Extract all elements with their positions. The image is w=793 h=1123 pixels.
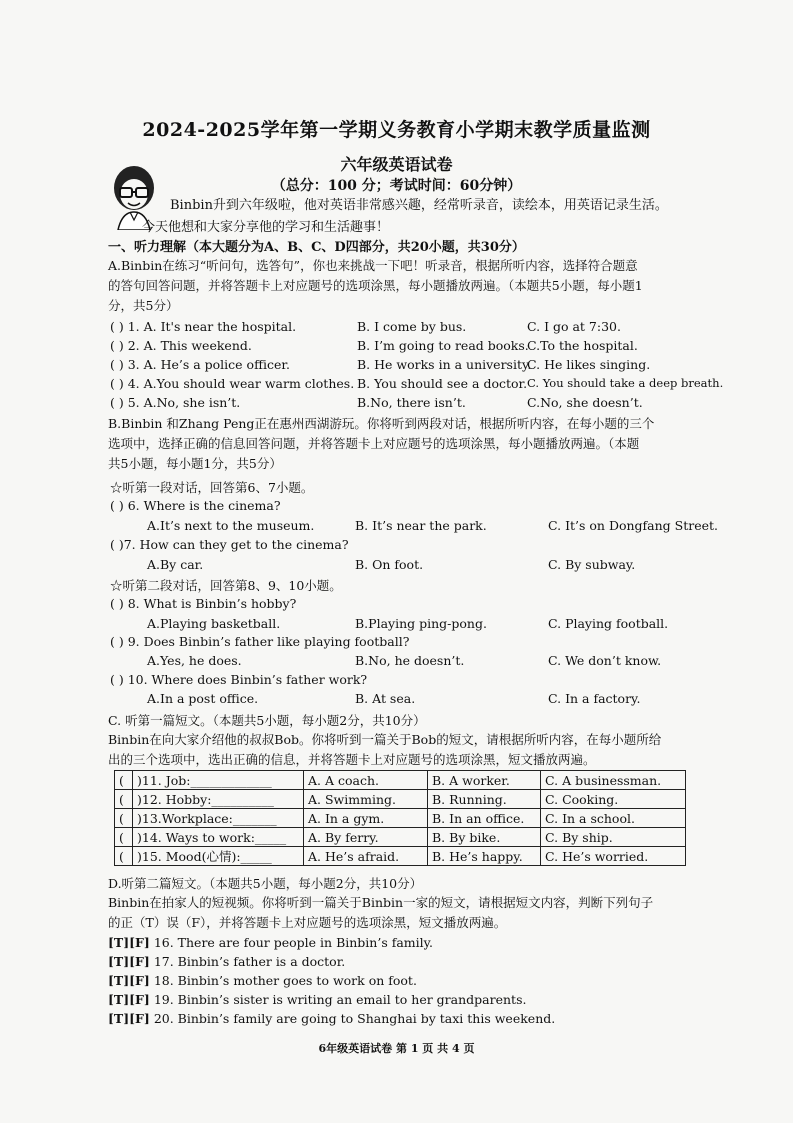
option-b: B. You should see a doctor. <box>357 376 528 391</box>
part-a-instructions <box>108 256 708 316</box>
option-a: A.In a post office. <box>147 691 259 706</box>
option-c: C. It’s on Dongfang Street. <box>548 518 718 533</box>
option-a: A.Playing basketball. <box>147 616 281 631</box>
tf-statement: 20. Binbin’s family are going to Shanghai by taxi this weekend. <box>149 1011 556 1026</box>
table-row <box>115 809 686 828</box>
part-c-table <box>114 770 686 866</box>
tf-item <box>108 992 526 1007</box>
option-c: C. A businessman. <box>541 771 686 790</box>
option-c: C. He likes singing. <box>527 357 651 372</box>
option-b: B. I come by bus. <box>357 319 467 334</box>
part-c-instructions <box>108 730 708 770</box>
answer-blank: ( <box>115 828 133 847</box>
table-row <box>115 847 686 866</box>
option-b: B.No, there isn’t. <box>357 395 466 410</box>
tf-marker: [T][F] <box>108 973 150 988</box>
question-cell: )11. Job:_____________ <box>133 771 304 790</box>
question-stem: ( )7. How can they get to the cinema? <box>110 537 349 552</box>
page-subtitle: 六年级英语试卷 <box>340 155 453 174</box>
option-c: C. We don’t know. <box>548 653 662 668</box>
tf-marker: [T][F] <box>108 935 150 950</box>
dialog-2-heading: ☆听第二段对话，回答第8、9、10小题。 <box>110 578 342 593</box>
exam-meta: （总分：100 分；考试时间：60分钟） <box>271 178 522 194</box>
option-c: C. In a school. <box>541 809 686 828</box>
question-cell: )12. Hobby:__________ <box>133 790 304 809</box>
option-c: C. I go at 7:30. <box>527 319 621 334</box>
intro-line-2: 今天他想和大家分享他的学习和生活趣事！ <box>142 220 390 235</box>
option-a: A. Swimming. <box>304 790 428 809</box>
page-footer: 6年级英语试卷 第 1 页 共 4 页 <box>318 1042 475 1055</box>
tf-item <box>108 1011 555 1026</box>
part-b-line: 共5小题，每小题1分，共5分） <box>108 456 282 471</box>
tf-item <box>108 954 345 969</box>
option-c: C. You should take a deep breath. <box>527 376 724 390</box>
tf-statement: 19. Binbin’s sister is writing an email to her grandparents. <box>149 992 527 1007</box>
part-b-line: 选项中，选择正确的信息回答问题，并将答题卡上对应题号的选项涂黑，每小题播放两遍。（本题 <box>108 436 640 451</box>
table-row <box>115 790 686 809</box>
tf-statement: 17. Binbin’s father is a doctor. <box>149 954 346 969</box>
answer-blank: ( <box>115 771 133 790</box>
option-a: A. He’s afraid. <box>304 847 428 866</box>
answer-blank: ( <box>115 809 133 828</box>
option-b: B. He works in a university. <box>357 357 532 372</box>
option-c: C. He’s worried. <box>541 847 686 866</box>
question-stem: ( ) 4. A.You should wear warm clothes. <box>110 376 355 391</box>
option-b: B. I’m going to read books. <box>357 338 529 353</box>
tf-marker: [T][F] <box>108 992 150 1007</box>
part-d-line: 的正（T）误（F），并将答题卡上对应题号的选项涂黑，短文播放两遍。 <box>108 915 507 930</box>
dialog-1-heading: ☆听第一段对话，回答第6、7小题。 <box>110 480 314 495</box>
option-c: C. By ship. <box>541 828 686 847</box>
option-a: A. A coach. <box>304 771 428 790</box>
part-d-heading: D.听第二篇短文。（本题共5小题，每小题2分，共10分） <box>108 876 423 891</box>
option-c: C. By subway. <box>548 557 636 572</box>
option-b: B. A worker. <box>428 771 541 790</box>
page-title: 2024-2025学年第一学期义务教育小学期末教学质量监测 <box>142 119 651 141</box>
option-b: B. He’s happy. <box>428 847 541 866</box>
table-row <box>115 771 686 790</box>
option-c: C. Cooking. <box>541 790 686 809</box>
tf-marker: [T][F] <box>108 954 150 969</box>
answer-blank: ( <box>115 847 133 866</box>
option-c: C.To the hospital. <box>527 338 638 353</box>
option-a: A.By car. <box>147 557 204 572</box>
option-a: A.Yes, he does. <box>147 653 242 668</box>
option-b: B. In an office. <box>428 809 541 828</box>
part-b-instructions <box>108 414 708 474</box>
part-c-heading: C. 听第一篇短文。（本题共5小题，每小题2分，共10分） <box>108 713 426 728</box>
question-stem: ( ) 1. A. It's near the hospital. <box>110 319 297 334</box>
answer-blank: ( <box>115 790 133 809</box>
option-b: B. By bike. <box>428 828 541 847</box>
part-d-instructions <box>108 893 708 933</box>
intro-line-1: Binbin升到六年级啦，他对英语非常感兴趣，经常听录音，读绘本，用英语记录生活。 <box>170 198 668 213</box>
question-stem: ( ) 3. A. He’s a police officer. <box>110 357 290 372</box>
question-cell: )14. Ways to work:_____ <box>133 828 304 847</box>
option-b: B. On foot. <box>355 557 424 572</box>
tf-marker: [T][F] <box>108 1011 150 1026</box>
option-a: A. In a gym. <box>304 809 428 828</box>
question-stem: ( ) 5. A.No, she isn’t. <box>110 395 241 410</box>
tf-item <box>108 973 417 988</box>
table-row <box>115 828 686 847</box>
option-b: B.Playing ping-pong. <box>355 616 487 631</box>
question-stem: ( ) 6. Where is the cinema? <box>110 498 281 513</box>
option-c: C. Playing football. <box>548 616 669 631</box>
option-b: B. It’s near the park. <box>355 518 487 533</box>
section-heading: 一、听力理解（本大题分为A、B、C、D四部分，共20小题，共30分） <box>108 240 525 255</box>
option-a: A.It’s next to the museum. <box>147 518 315 533</box>
tf-statement: 16. There are four people in Binbin’s family. <box>149 935 434 950</box>
option-a: A. By ferry. <box>304 828 428 847</box>
question-stem: ( ) 10. Where does Binbin’s father work? <box>110 672 368 687</box>
part-a-line: A.Binbin在练习“听问句，选答句”，你也来挑战一下吧！听录音，根据所听内容，选择符合题意 <box>108 258 638 273</box>
tf-statement: 18. Binbin’s mother goes to work on foot. <box>149 973 417 988</box>
part-b-line: B.Binbin 和Zhang Peng正在惠州西湖游玩。你将听到两段对话，根据所听内容，在每小题的三个 <box>108 416 655 431</box>
part-a-line: 的答句回答问题，并将答题卡上对应题号的选项涂黑，每小题播放两遍。（本题共5小题，每小题1 <box>108 278 643 293</box>
question-stem: ( ) 2. A. This weekend. <box>110 338 252 353</box>
option-b: B. At sea. <box>355 691 416 706</box>
option-c: C. In a factory. <box>548 691 641 706</box>
question-stem: ( ) 8. What is Binbin’s hobby? <box>110 596 297 611</box>
tf-item <box>108 935 433 950</box>
part-c-line: Binbin在向大家介绍他的叔叔Bob。你将听到一篇关于Bob的短文，请根据所听内容，在每小题所给 <box>108 732 662 747</box>
question-cell: )15. Mood(心情):_____ <box>133 847 304 866</box>
option-b: B.No, he doesn’t. <box>355 653 465 668</box>
part-c-line: 出的三个选项中，选出正确的信息，并将答题卡上对应题号的选项涂黑，短文播放两遍。 <box>108 752 596 767</box>
question-stem: ( ) 9. Does Binbin’s father like playing football? <box>110 634 410 649</box>
option-b: B. Running. <box>428 790 541 809</box>
part-a-line: 分，共5分） <box>108 298 179 313</box>
part-d-line: Binbin在拍家人的短视频。你将听到一篇关于Binbin一家的短文，请根据短文内容，判断下列句子 <box>108 895 654 910</box>
option-c: C.No, she doesn’t. <box>527 395 643 410</box>
question-cell: )13.Workplace:_______ <box>133 809 304 828</box>
